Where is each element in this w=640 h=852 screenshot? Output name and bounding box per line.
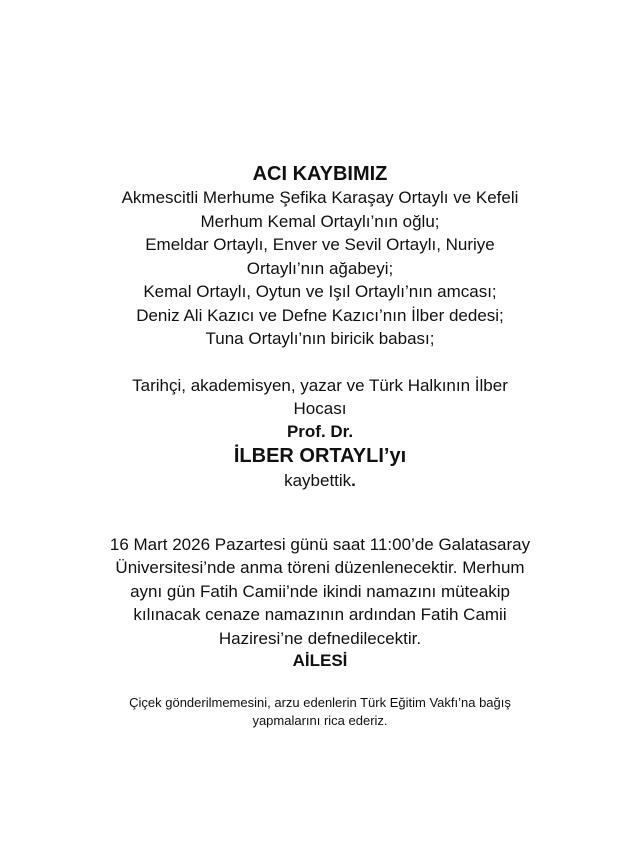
notice-title: ACI KAYBIMIZ <box>252 163 388 185</box>
loss-punctuation: . <box>351 470 356 490</box>
honorific-title: Prof. Dr. <box>286 421 354 441</box>
description-line: Hocası <box>293 399 347 418</box>
ceremony-line: kılınacak cenaze namazının ardından Fatih Camii <box>133 605 507 624</box>
loss-statement <box>80 469 560 493</box>
family-line: Tuna Ortaylı’nın biricik babası; <box>205 329 435 348</box>
footnote-line: yapmalarını rica ederiz. <box>252 713 388 728</box>
deceased-description <box>80 374 560 493</box>
ceremony-line: Üniversitesi’nde anma töreni düzenlenecektir. Merhum <box>115 558 525 577</box>
flowers-request-note <box>95 694 545 730</box>
family-line: Emeldar Ortaylı, Enver ve Sevil Ortaylı, Nuriye <box>145 235 495 254</box>
ceremony-line: Haziresi’ne defnedilecektir. <box>218 628 422 648</box>
loss-verb: kaybettik <box>284 470 352 490</box>
footnote-line: Çiçek gönderilmemesini, arzu edenlerin Türk Eğitim Vakfı’na bağış <box>129 695 511 710</box>
family-relations <box>85 186 555 351</box>
ceremony-line: 16 Mart 2026 Pazartesi günü saat 11:00’de Galatasaray <box>109 534 531 554</box>
ceremony-line: aynı gün Fatih Camii’nde ikindi namazını müteakip <box>130 581 510 601</box>
family-signoff: AİLESİ <box>292 651 348 670</box>
description-line: Tarihçi, akademisyen, yazar ve Türk Halkının İlber <box>132 375 508 395</box>
family-line: Merhum Kemal Ortaylı’nın oğlu; <box>200 211 440 231</box>
ceremony-details <box>80 533 560 651</box>
obituary-notice <box>0 162 640 730</box>
family-line: Akmescitli Merhume Şefika Karaşay Ortaylı ve Kefeli <box>121 188 519 207</box>
deceased-name: İLBER ORTAYLI’yı <box>233 444 407 467</box>
family-line: Deniz Ali Kazıcı ve Defne Kazıcı’nın İlber dedesi; <box>136 305 504 325</box>
family-line: Kemal Ortaylı, Oytun ve Işıl Ortaylı’nın amcası; <box>143 282 497 301</box>
family-line: Ortaylı’nın ağabeyi; <box>246 258 394 278</box>
